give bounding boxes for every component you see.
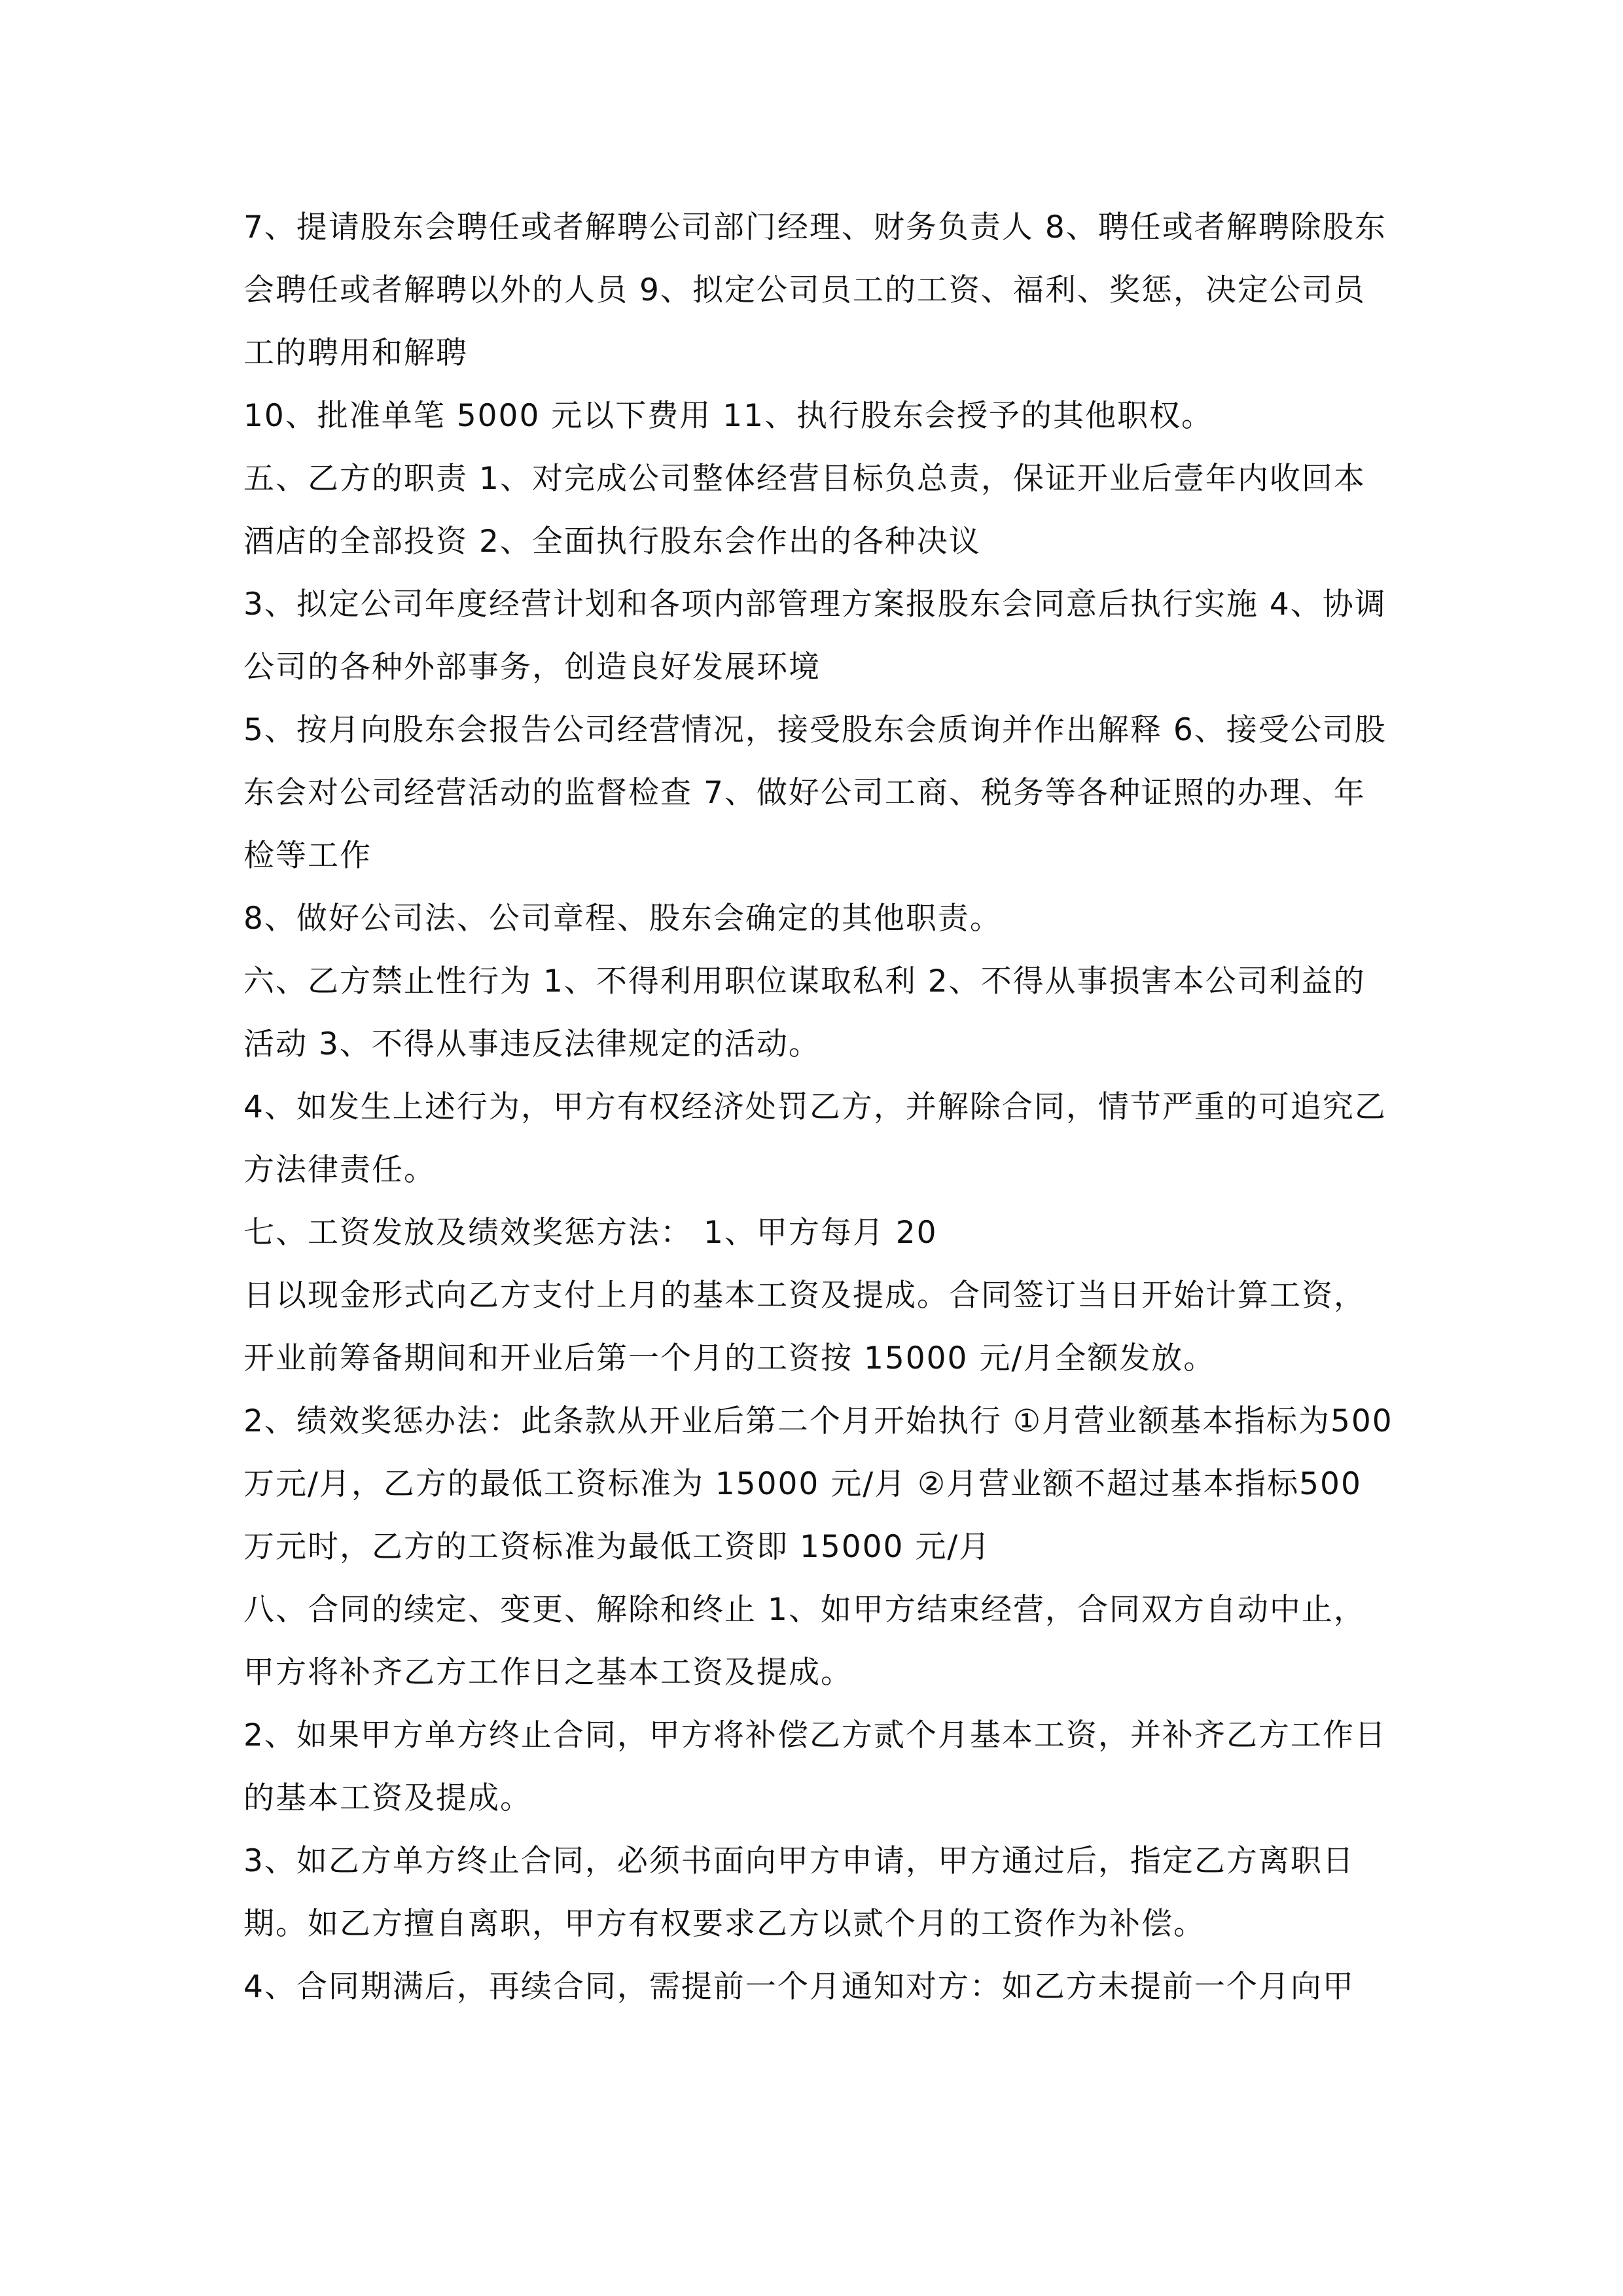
paragraph-12: 2、如果甲方单方终止合同，甲方将补偿乙方贰个月基本工资，并补齐乙方工作日的基本工资及提成。	[243, 1717, 1387, 1816]
paragraph-3: 五、乙方的职责 1、对完成公司整体经营目标负总责，保证开业后壹年内收回本酒店的全部投资 2、全面执行股东会作出的各种决议	[243, 461, 1366, 560]
document-body	[243, 196, 1404, 2018]
paragraph-4: 3、拟定公司年度经营计划和各项内部管理方案报股东会同意后执行实施 4、协调公司的各种外部事务，创造良好发展环境	[243, 586, 1387, 685]
paragraph-11: 八、合同的续定、变更、解除和终止 1、如甲方结束经营，合同双方自动中止，甲方将补齐乙方工作日之基本工资及提成。	[243, 1592, 1366, 1691]
paragraph-1: 7、提请股东会聘任或者解聘公司部门经理、财务负责人 8、聘任或者解聘除股东会聘任或者解聘以外的人员 9、拟定公司员工的工资、福利、奖惩，决定公司员工的聘用和解聘	[243, 209, 1387, 371]
paragraph-8: 4、如发生上述行为，甲方有权经济处罚乙方，并解除合同，情节严重的可追究乙方法律责任。	[243, 1089, 1387, 1188]
paragraph-2: 10、批准单笔 5000 元以下费用 11、执行股东会授予的其他职权。	[243, 398, 1214, 434]
paragraph-9: 七、工资发放及绩效奖惩方法： 1、甲方每月 20 日以现金形式向乙方支付上月的基本工资及提成。合同签订当日开始计算工资，开业前筹备期间和开业后第一个月的工资按 15000 元/月全额发放。	[243, 1215, 1366, 1376]
paragraph-7: 六、乙方禁止性行为 1、不得利用职位谋取私利 2、不得从事损害本公司利益的活动 3、不得从事违反法律规定的活动。	[243, 963, 1366, 1062]
paragraph-6: 8、做好公司法、公司章程、股东会确定的其他职责。	[243, 901, 1002, 937]
paragraph-5: 5、按月向股东会报告公司经营情况，接受股东会质询并作出解释 6、接受公司股东会对公司经营活动的监督检查 7、做好公司工商、税务等各种证照的办理、年检等工作	[243, 712, 1387, 874]
paragraph-14: 4、合同期满后，再续合同，需提前一个月通知对方：如乙方未提前一个月向甲	[243, 1969, 1355, 2005]
paragraph-10: 2、绩效奖惩办法：此条款从开业后第二个月开始执行 ①月营业额基本指标为500 万元/月，乙方的最低工资标准为 15000 元/月 ②月营业额不超过基本指标500 万元时，乙方的工资标准为最低工资即 15000 元/月	[243, 1403, 1404, 1565]
paragraph-13: 3、如乙方单方终止合同，必须书面向甲方申请，甲方通过后，指定乙方离职日期。如乙方擅自离职，甲方有权要求乙方以贰个月的工资作为补偿。	[243, 1843, 1355, 1942]
